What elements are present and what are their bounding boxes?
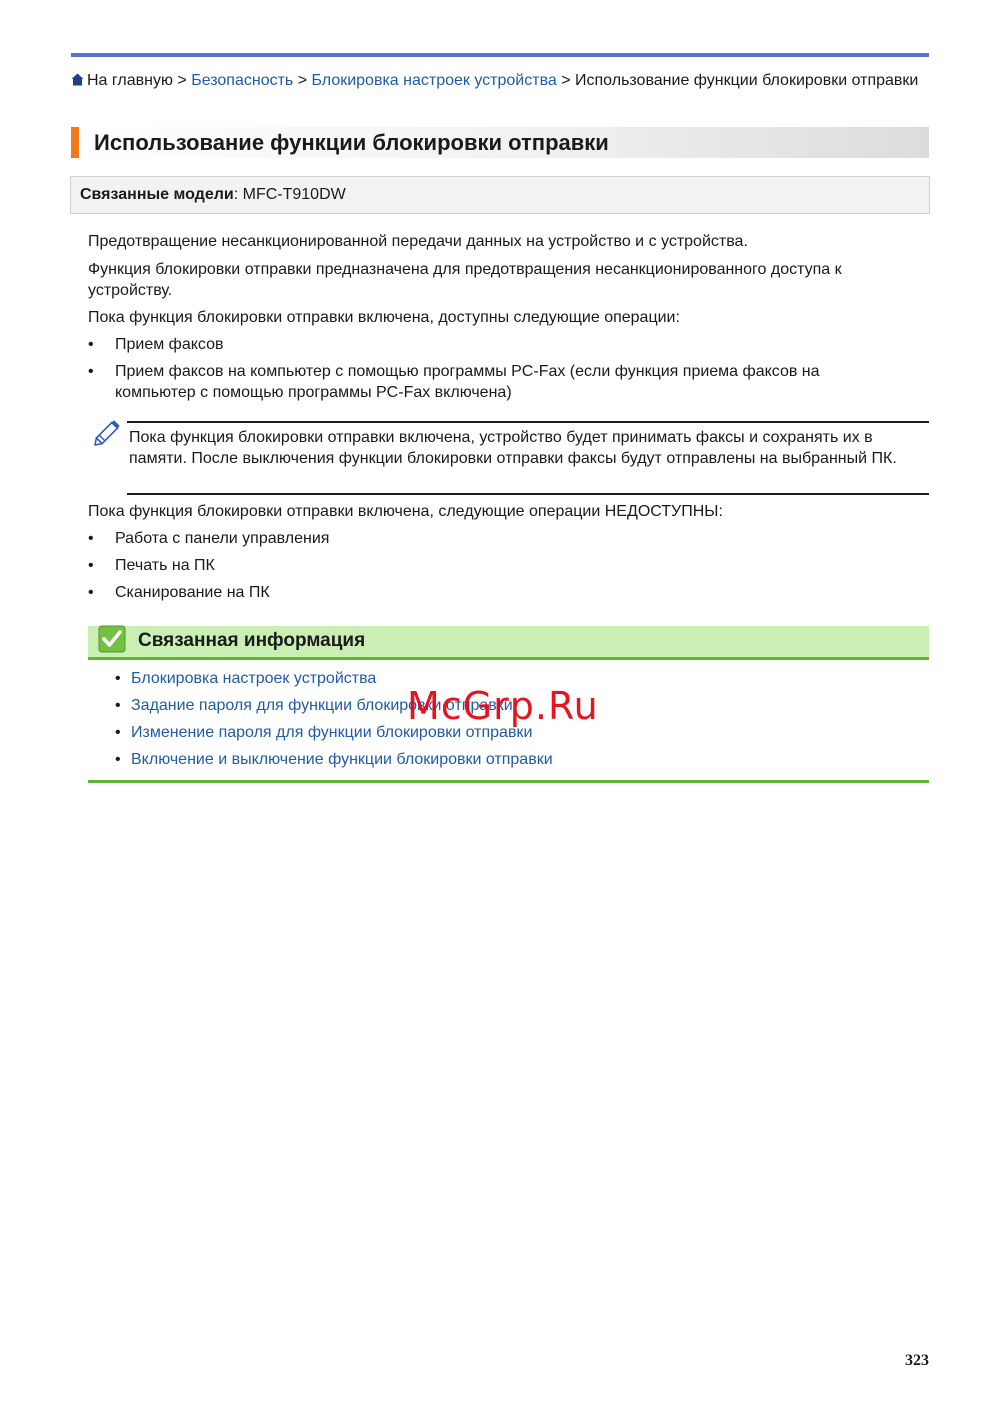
title-bar (71, 127, 929, 158)
related-link[interactable]: Включение и выключение функции блокировки отправки (131, 751, 553, 768)
breadcrumb-separator: > (293, 72, 312, 89)
home-icon[interactable] (71, 73, 84, 86)
checkmark-icon (98, 625, 126, 653)
related-info-bottom-rule (88, 780, 929, 783)
breadcrumb (71, 70, 933, 91)
bullet: • (88, 336, 94, 353)
available-intro: Пока функция блокировки отправки включена, доступны следующие операции: (88, 309, 680, 326)
related-models-label: Связанные модели (80, 186, 234, 203)
watermark: McGrp.Ru (407, 684, 599, 728)
related-models (80, 177, 346, 213)
description-paragraph: Функция блокировки отправки предназначена для предотвращения несанкционированного доступа к устройству. (88, 261, 842, 299)
related-models-value: MFC-T910DW (242, 186, 346, 203)
bullet: • (115, 724, 121, 741)
bullet: • (88, 530, 94, 547)
related-link[interactable]: Задание пароля для функции блокировки отправки (131, 697, 513, 714)
title-accent (71, 127, 79, 158)
note-text: Пока функция блокировки отправки включена, устройство будет принимать факсы и сохранять их в памяти. После выключения функции блокировки отправки факсы будут отправлены на выбранный ПК. (129, 429, 897, 467)
related-info-title: Связанная информация (138, 630, 366, 651)
related-models-box (70, 176, 930, 214)
list-item: Прием факсов на компьютер с помощью программы PC-Fax (если функция приема факсов на компьютер с помощью программы PC-Fax включена) (115, 363, 820, 401)
list-item: Работа с панели управления (115, 530, 330, 547)
top-rule (71, 53, 929, 57)
pencil-icon (90, 418, 124, 448)
related-models-separator: : (233, 186, 243, 203)
list-item: Сканирование на ПК (115, 584, 270, 601)
breadcrumb-separator: > (556, 72, 576, 89)
bullet: • (88, 557, 94, 574)
bullet: • (88, 363, 94, 380)
list-item: Прием факсов (115, 336, 224, 353)
unavailable-intro: Пока функция блокировки отправки включена, следующие операции НЕДОСТУПНЫ: (88, 503, 723, 520)
related-link[interactable]: Блокировка настроек устройства (131, 670, 377, 687)
bullet: • (88, 584, 94, 601)
breadcrumb-home[interactable]: На главную (87, 72, 173, 89)
page-number: 323 (905, 1352, 929, 1369)
bullet: • (115, 751, 121, 768)
note-bottom-rule (127, 493, 929, 495)
intro-paragraph: Предотвращение несанкционированной передачи данных на устройство и с устройства. (88, 233, 748, 250)
note-top-rule (127, 421, 929, 423)
bullet: • (115, 697, 121, 714)
breadcrumb-link-security[interactable]: Безопасность (191, 72, 294, 89)
breadcrumb-link-device-lock[interactable]: Блокировка настроек устройства (311, 72, 557, 89)
list-item: Печать на ПК (115, 557, 215, 574)
breadcrumb-separator: > (172, 72, 192, 89)
page-title: Использование функции блокировки отправки (94, 130, 609, 155)
related-link[interactable]: Изменение пароля для функции блокировки отправки (131, 724, 533, 741)
related-info-header (88, 626, 929, 660)
breadcrumb-current: Использование функции блокировки отправки (575, 72, 919, 89)
bullet: • (115, 670, 121, 687)
